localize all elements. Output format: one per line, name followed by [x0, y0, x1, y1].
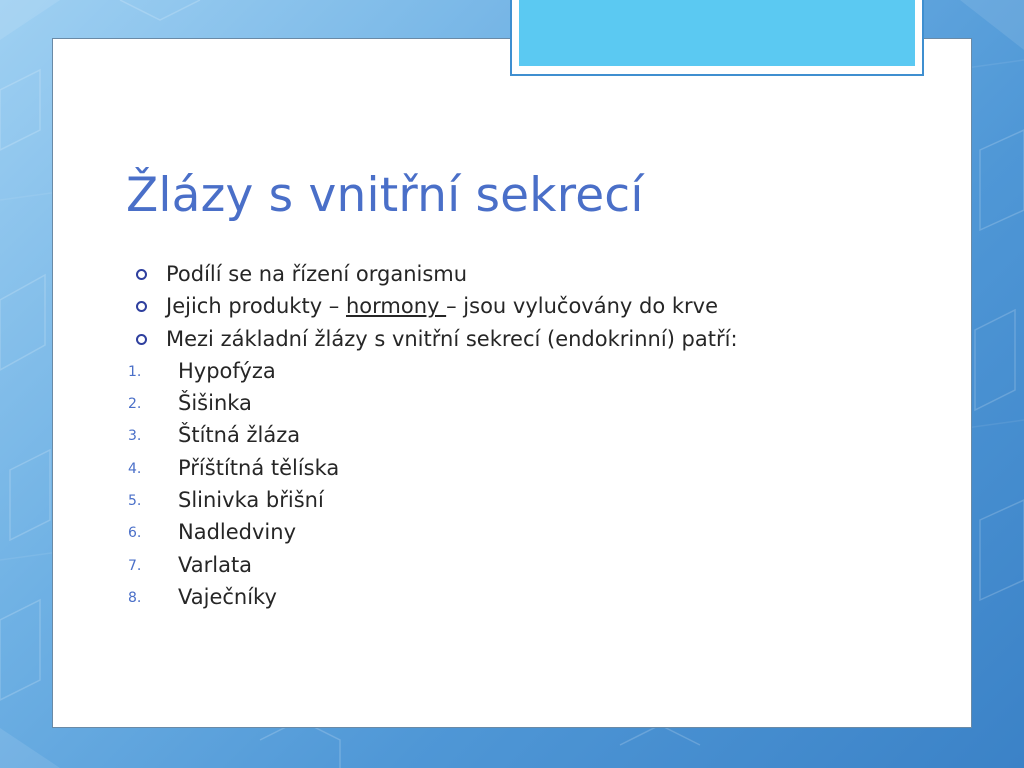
bullet-item	[120, 258, 950, 290]
item-number: 3.	[128, 428, 142, 445]
accent-block	[519, 0, 915, 66]
bullet-text-post: – jsou vylučovány do krve	[446, 294, 719, 319]
bullet-circle-icon	[136, 269, 147, 280]
item-text: Příštítná tělíska	[178, 455, 340, 480]
hormony-link[interactable]: hormony	[345, 294, 447, 319]
numbered-item	[120, 355, 950, 387]
numbered-item	[120, 387, 950, 419]
numbered-item	[120, 516, 950, 548]
numbered-item	[120, 581, 950, 613]
item-number: 2.	[128, 396, 142, 413]
item-text: Šišinka	[178, 391, 252, 416]
item-number: 6.	[128, 525, 142, 542]
numbered-item	[120, 549, 950, 581]
item-number: 1.	[128, 363, 142, 380]
bullet-text-pre: Jejich produkty –	[166, 294, 346, 319]
item-number: 7.	[128, 557, 142, 574]
item-text: Vaječníky	[178, 584, 277, 609]
item-text: Slinivka břišní	[178, 488, 324, 513]
bullet-circle-icon	[136, 334, 147, 345]
bullet-text: Mezi základní žlázy s vnitřní sekrecí (endokrinní) patří:	[166, 326, 738, 351]
numbered-item	[120, 452, 950, 484]
bullet-item	[120, 323, 950, 355]
item-number: 4.	[128, 460, 142, 477]
item-text: Hypofýza	[178, 358, 276, 383]
item-number: 5.	[128, 493, 142, 510]
slide-title: Žlázy s vnitřní sekrecí	[126, 168, 644, 223]
item-number: 8.	[128, 589, 142, 606]
bullet-circle-icon	[136, 301, 147, 312]
bullet-text	[166, 290, 718, 322]
item-text: Varlata	[178, 552, 253, 577]
item-text: Nadledviny	[178, 520, 296, 545]
item-text: Štítná žláza	[178, 423, 301, 448]
slide-content	[120, 258, 950, 613]
numbered-item	[120, 419, 950, 451]
numbered-item	[120, 484, 950, 516]
bullet-item	[120, 290, 950, 322]
bullet-text: Podílí se na řízení organismu	[166, 262, 468, 286]
